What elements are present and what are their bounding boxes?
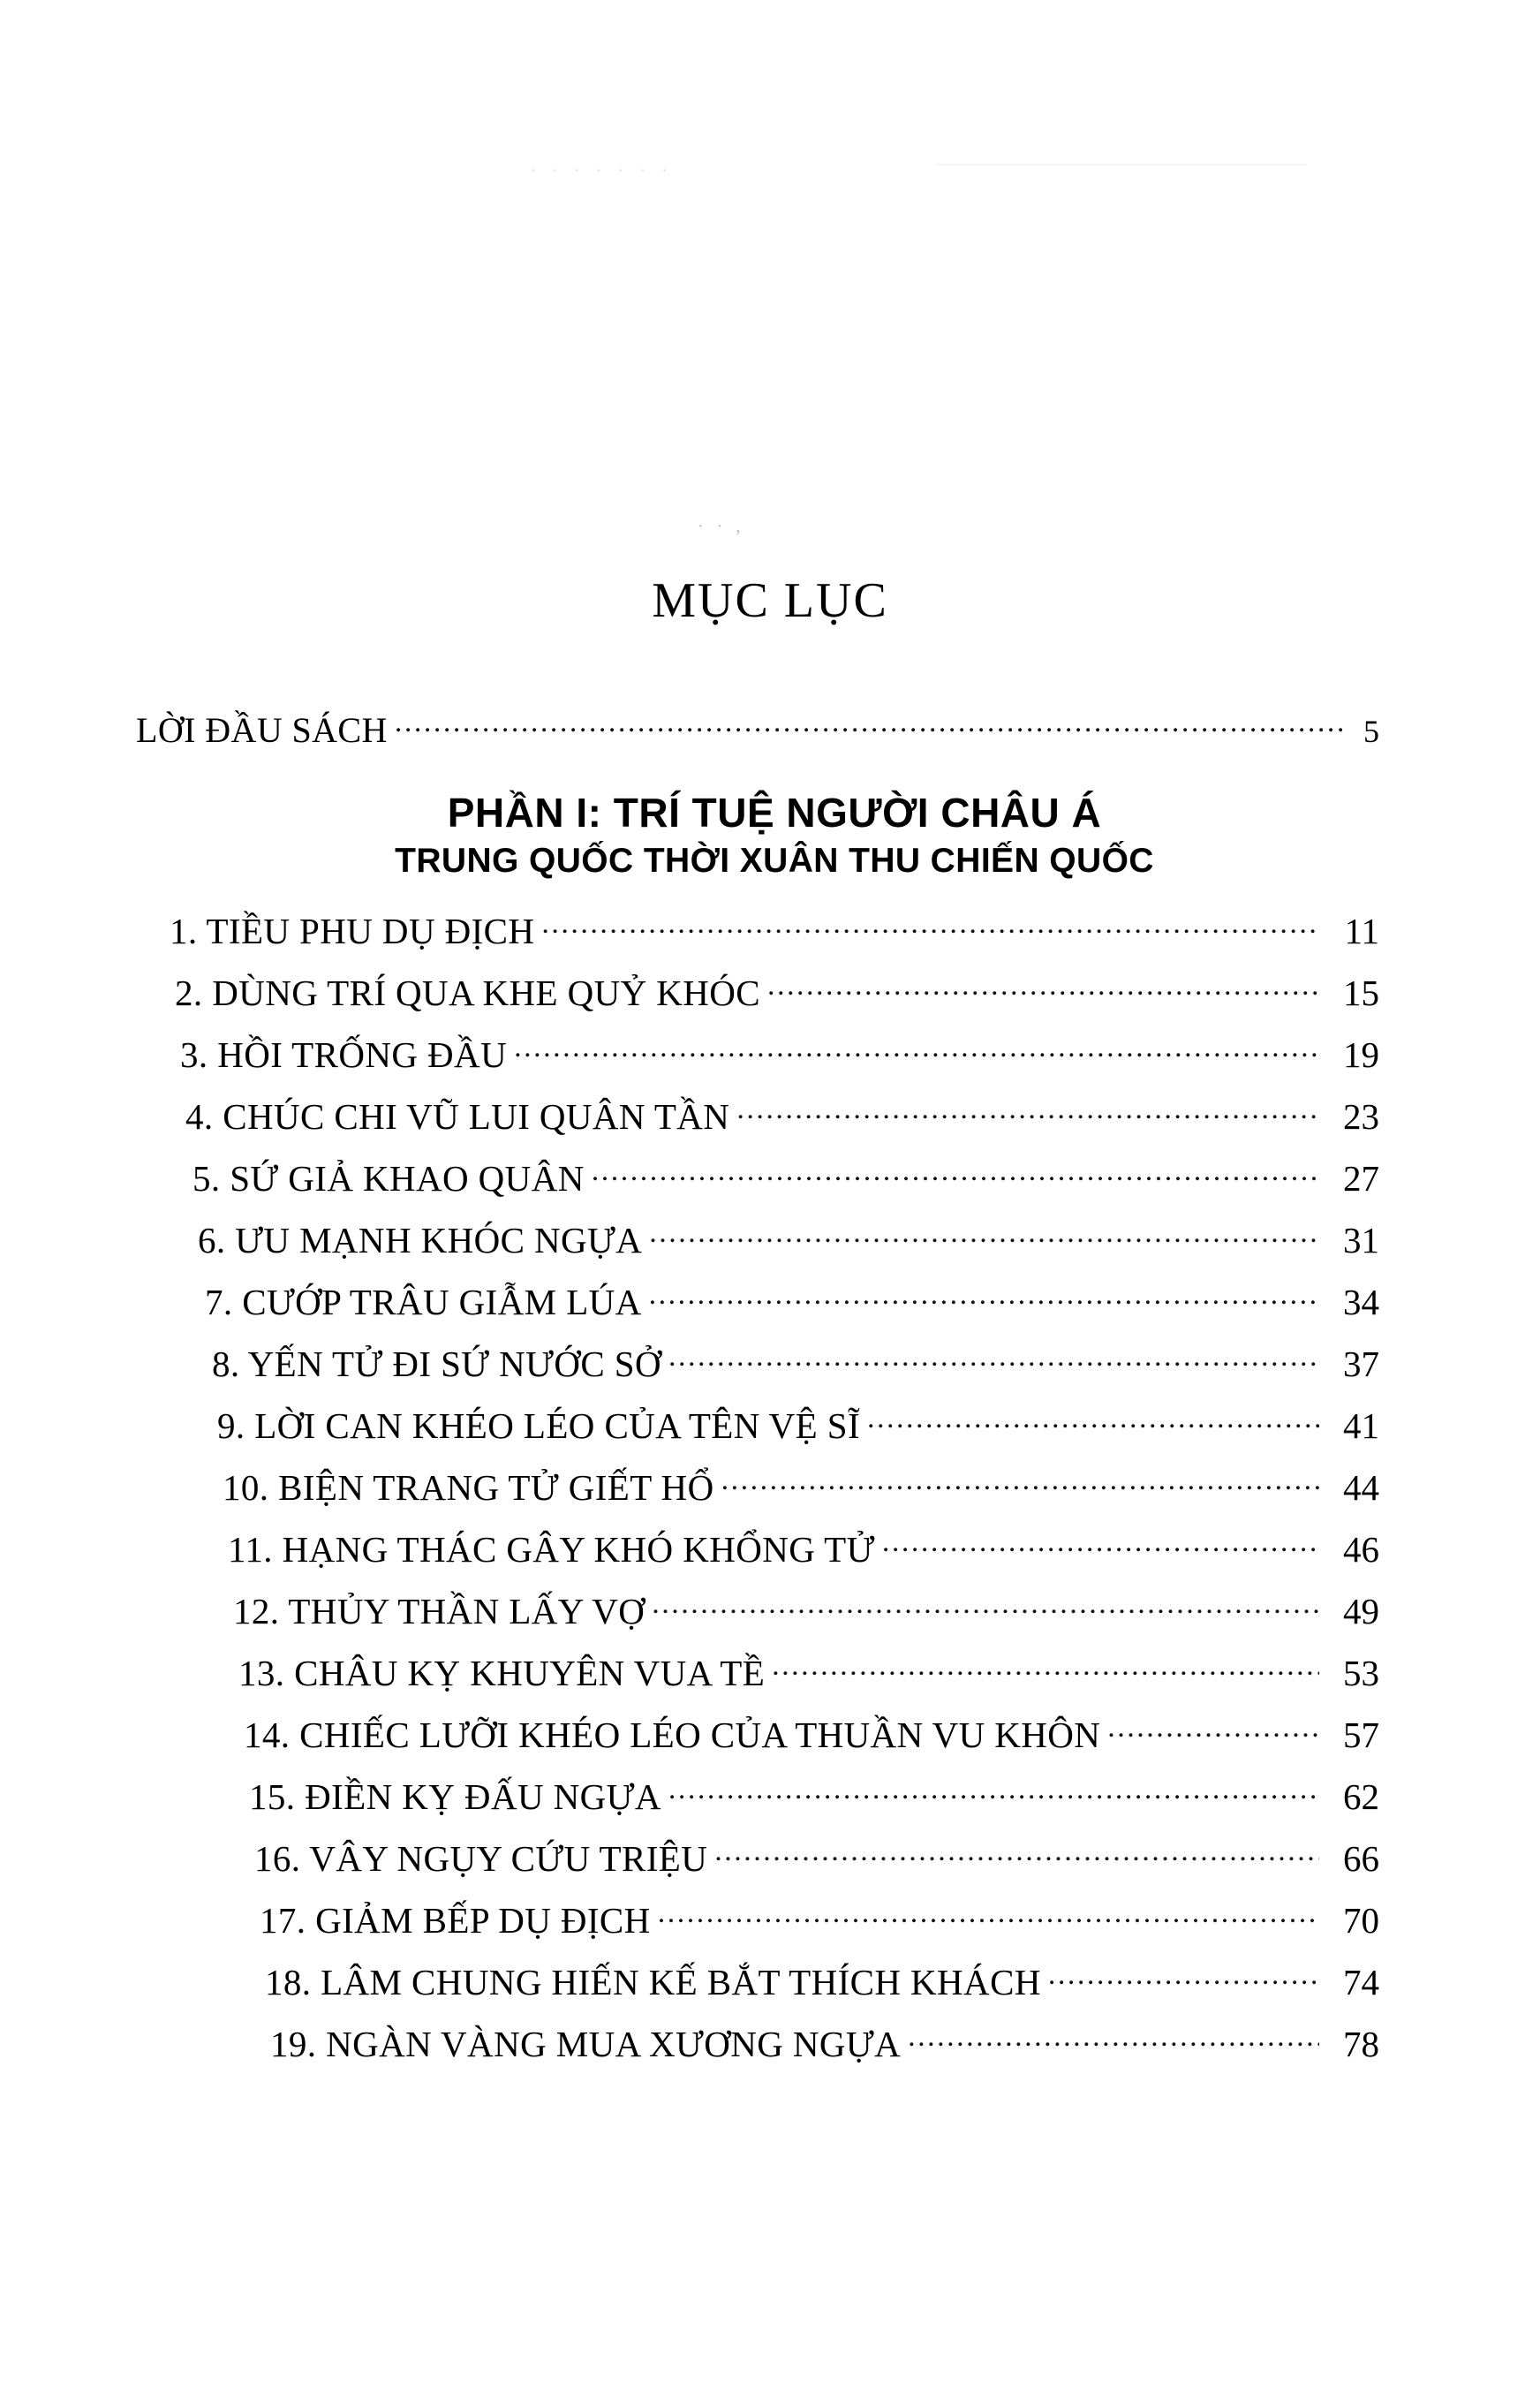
toc-entry-13[interactable] bbox=[170, 1649, 1379, 1692]
toc-entry-page: 57 bbox=[1343, 1715, 1379, 1755]
toc-entry-page: 5 bbox=[1363, 714, 1379, 749]
toc-leader-dots bbox=[541, 907, 1319, 943]
toc-entry-page: 37 bbox=[1343, 1344, 1379, 1384]
toc-entry-page: 27 bbox=[1343, 1158, 1379, 1199]
toc-leader-dots bbox=[658, 1896, 1319, 1933]
toc-entry-label: 12. THỦY THẦN LẤY VỢ bbox=[233, 1591, 645, 1631]
toc-leader-dots bbox=[1048, 1958, 1319, 1995]
toc-entry-page: 23 bbox=[1343, 1096, 1379, 1137]
toc-entry-page: 44 bbox=[1343, 1467, 1379, 1508]
toc-entry-9[interactable] bbox=[170, 1402, 1379, 1444]
toc-entry-page: 78 bbox=[1343, 2024, 1379, 2064]
toc-entry-18[interactable] bbox=[170, 1958, 1379, 2001]
toc-entry-12[interactable] bbox=[170, 1587, 1379, 1630]
toc-entry-5[interactable] bbox=[170, 1154, 1379, 1197]
toc-entry-3[interactable] bbox=[170, 1031, 1379, 1073]
toc-leader-dots bbox=[772, 1649, 1319, 1685]
toc-leader-dots bbox=[649, 1216, 1319, 1253]
toc-entry-label: 10. BIỆN TRANG TỬ GIẾT HỔ bbox=[223, 1467, 714, 1508]
toc-entry-10[interactable] bbox=[170, 1464, 1379, 1506]
toc-leader-dots bbox=[767, 969, 1319, 1005]
toc-entry-label: 15. ĐIỀN KỴ ĐẤU NGỰA bbox=[249, 1776, 661, 1817]
toc-entry-label: 6. ƯU MẠNH KHÓC NGỰA bbox=[198, 1220, 643, 1260]
toc-leader-dots bbox=[721, 1464, 1319, 1500]
toc-entry-page: 74 bbox=[1343, 1962, 1379, 2002]
toc-leader-dots bbox=[395, 707, 1348, 742]
toc-entry-page: 49 bbox=[1343, 1591, 1379, 1631]
toc-leader-dots bbox=[908, 2020, 1319, 2056]
part-subheading: TRUNG QUỐC THỜI XUÂN THU CHIẾN QUỐC bbox=[395, 842, 1154, 880]
page-title: MỤC LỤC bbox=[652, 572, 888, 628]
toc-entry-label: 13. CHÂU KỴ KHUYÊN VUA TỀ bbox=[238, 1653, 766, 1693]
toc-entry-label: 19. NGÀN VÀNG MUA XƯƠNG NGỰA bbox=[270, 2024, 902, 2064]
toc-entry-page: 11 bbox=[1344, 911, 1379, 951]
toc-entry-1[interactable] bbox=[170, 907, 1379, 950]
toc-entry-page: 15 bbox=[1343, 973, 1379, 1013]
toc-entry-4[interactable] bbox=[170, 1093, 1379, 1135]
toc-entry-7[interactable] bbox=[170, 1278, 1379, 1321]
toc-leader-dots bbox=[1107, 1711, 1319, 1747]
toc-entry-11[interactable] bbox=[170, 1525, 1379, 1568]
toc-entry-16[interactable] bbox=[170, 1835, 1379, 1877]
scan-artifact-title-mark: · · , bbox=[698, 517, 745, 536]
part-heading: PHẦN I: TRÍ TUỆ NGƯỜI CHÂU Á bbox=[447, 790, 1102, 836]
toc-entry-page: 41 bbox=[1343, 1405, 1379, 1446]
toc-leader-dots bbox=[668, 1773, 1319, 1809]
toc-entry-label: 16. VÂY NGỤY CỨU TRIỆU bbox=[254, 1838, 708, 1879]
scan-artifact-line bbox=[936, 164, 1307, 178]
toc-entry-label: LỜI ĐẦU SÁCH bbox=[136, 710, 388, 750]
toc-leader-dots bbox=[882, 1525, 1319, 1562]
toc-entry-label: 9. LỜI CAN KHÉO LÉO CỦA TÊN VỆ SĨ bbox=[217, 1405, 861, 1446]
toc-leader-dots bbox=[514, 1031, 1319, 1067]
toc-entry-label: 3. HỒI TRỐNG ĐẦU bbox=[180, 1034, 508, 1075]
toc-entry-label: 11. HẠNG THÁC GÂY KHÓ KHỔNG TỬ bbox=[228, 1529, 875, 1570]
toc-leader-dots bbox=[592, 1154, 1319, 1191]
toc-entry-6[interactable] bbox=[170, 1216, 1379, 1259]
toc-entry-15[interactable] bbox=[170, 1773, 1379, 1815]
toc-leader-dots bbox=[714, 1835, 1319, 1871]
toc-entry-label: 17. GIẢM BẾP DỤ ĐỊCH bbox=[260, 1900, 651, 1941]
toc-leader-dots bbox=[668, 1340, 1319, 1376]
toc-entry-page: 70 bbox=[1343, 1900, 1379, 1941]
toc-entry-page: 34 bbox=[1343, 1282, 1379, 1322]
toc-entry-2[interactable] bbox=[170, 969, 1379, 1011]
toc-entry-label: 8. YẾN TỬ ĐI SỨ NƯỚC SỞ bbox=[212, 1344, 661, 1384]
toc-entry-page: 31 bbox=[1343, 1220, 1379, 1260]
toc-entry-label: 14. CHIẾC LƯỠI KHÉO LÉO CỦA THUẦN VU KHÔN bbox=[244, 1715, 1101, 1755]
toc-leader-dots bbox=[652, 1587, 1319, 1624]
toc-entry-17[interactable] bbox=[170, 1896, 1379, 1939]
table-of-contents bbox=[136, 707, 1379, 2082]
scan-artifact-top: · · · · · · · bbox=[530, 159, 674, 181]
toc-entry-label: 4. CHÚC CHI VŨ LUI QUÂN TẦN bbox=[185, 1096, 730, 1137]
toc-entry-label: 18. LÂM CHUNG HIẾN KẾ BẮT THÍCH KHÁCH bbox=[265, 1962, 1041, 2002]
toc-entry-label: 5. SỨ GIẢ KHAO QUÂN bbox=[192, 1158, 585, 1199]
toc-entry-page: 46 bbox=[1343, 1529, 1379, 1570]
toc-entry-page: 53 bbox=[1343, 1653, 1379, 1693]
toc-entry-19[interactable] bbox=[170, 2020, 1379, 2063]
toc-entry-front-matter[interactable] bbox=[136, 707, 1379, 748]
toc-entry-page: 19 bbox=[1343, 1034, 1379, 1075]
toc-entry-label: 1. TIỀU PHU DỤ ĐỊCH bbox=[170, 911, 535, 951]
toc-entry-14[interactable] bbox=[170, 1711, 1379, 1753]
toc-leader-dots bbox=[867, 1402, 1319, 1438]
toc-entry-page: 62 bbox=[1343, 1776, 1379, 1817]
toc-leader-dots bbox=[649, 1278, 1319, 1314]
toc-entry-8[interactable] bbox=[170, 1340, 1379, 1382]
toc-entry-page: 66 bbox=[1343, 1838, 1379, 1879]
toc-entry-label: 2. DÙNG TRÍ QUA KHE QUỶ KHÓC bbox=[175, 973, 761, 1013]
toc-entry-label: 7. CƯỚP TRÂU GIẪM LÚA bbox=[205, 1282, 642, 1322]
toc-leader-dots bbox=[736, 1093, 1319, 1129]
